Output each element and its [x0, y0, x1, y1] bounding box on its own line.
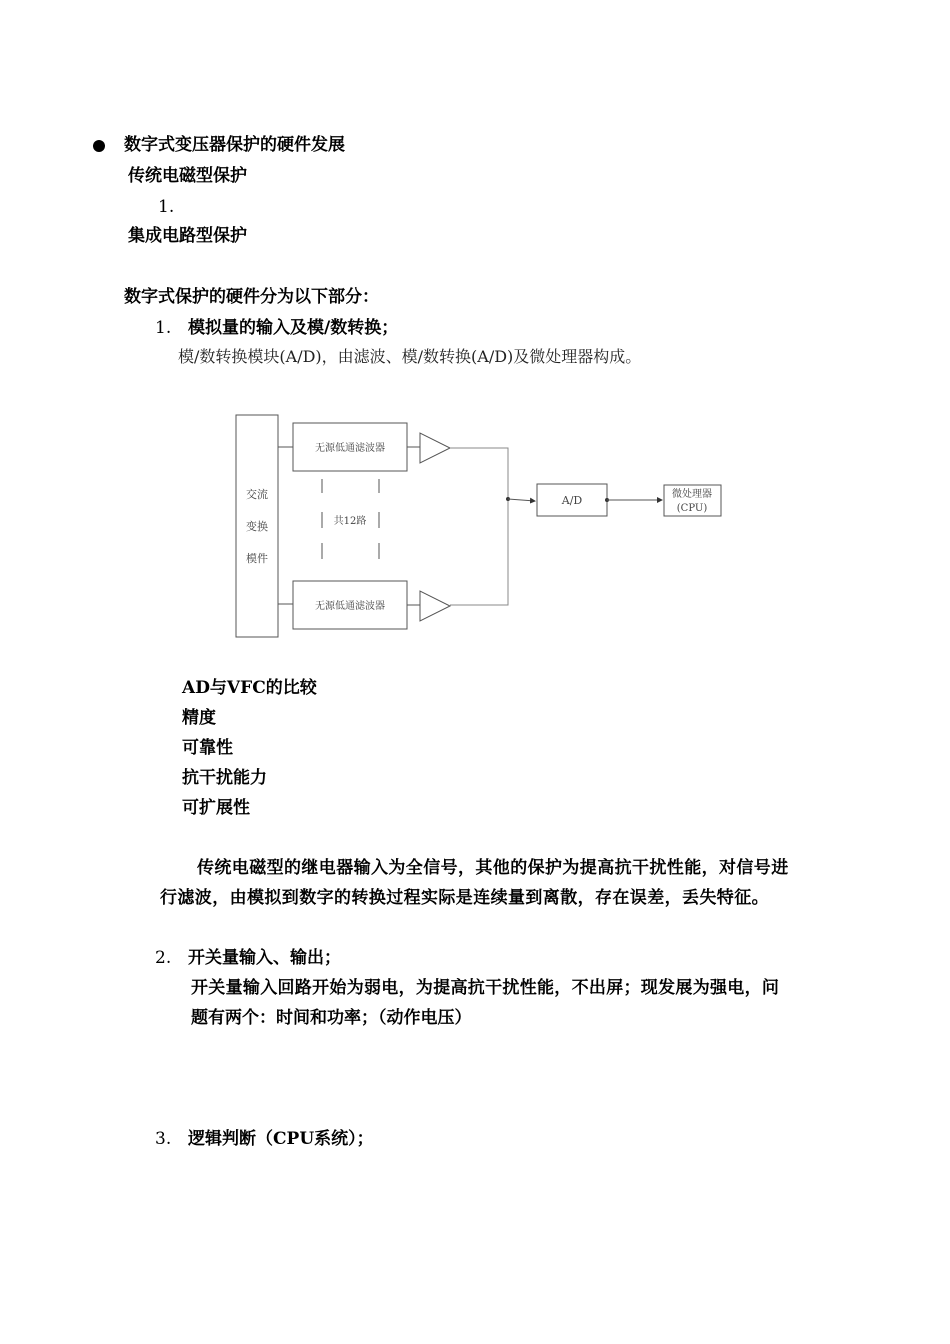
comparison-item-scalability: 可扩展性 — [182, 798, 250, 818]
part2-title: 开关量输入、输出； — [188, 948, 341, 968]
bullet-icon — [93, 140, 105, 152]
part1-description: 模/数转换模块(A/D)，由滤波、模/数转换(A/D)及微处理器构成。 — [178, 347, 642, 366]
comparison-item-anti-interference: 抗干扰能力 — [182, 768, 267, 788]
part3-number: 3. — [155, 1129, 172, 1149]
part1-title: 模拟量的输入及模/数转换； — [188, 318, 399, 338]
comparison-title: AD与VFC的比较 — [182, 678, 317, 698]
ad-conversion-diagram — [230, 405, 740, 645]
ad-label: A/D — [561, 494, 583, 507]
part2-line-1: 开关量输入回路开始为弱电，为提高抗干扰性能，不出屏；现发展为强电，问 — [191, 978, 780, 998]
item-integrated: 集成电路型保护 — [128, 226, 247, 246]
ac-module-label-3: 模件 — [246, 552, 268, 565]
item-number: 1. — [158, 197, 175, 217]
amplifier-bottom-icon — [420, 591, 450, 621]
ac-module-label-2: 变换 — [246, 520, 268, 533]
item-traditional: 传统电磁型保护 — [128, 166, 247, 186]
part2-line-2: 题有两个：时间和功率；（动作电压） — [191, 1008, 472, 1028]
part1-number: 1. — [155, 318, 172, 338]
part2-number: 2. — [155, 948, 172, 968]
part3-title: 逻辑判断（CPU系统）； — [188, 1129, 374, 1149]
cpu-label-1: 微处理器 — [672, 489, 712, 500]
hardware-intro: 数字式保护的硬件分为以下部分： — [124, 287, 379, 307]
comparison-item-accuracy: 精度 — [182, 708, 216, 728]
paragraph-line-2: 行滤波，由模拟到数字的转换过程实际是连续量到离散，存在误差，丢失特征。 — [160, 888, 769, 908]
channel-count-label: 共12路 — [333, 516, 367, 527]
cpu-label-2: (CPU) — [676, 503, 708, 514]
ac-module-label-1: 交流 — [246, 488, 268, 501]
amplifier-top-icon — [420, 433, 450, 463]
filter-top-label: 无源低通滤波器 — [315, 443, 385, 454]
paragraph-line-1: 传统电磁型的继电器输入为全信号，其他的保护为提高抗干扰性能，对信号进 — [197, 858, 789, 878]
comparison-item-reliability: 可靠性 — [182, 738, 233, 758]
section-heading: 数字式变压器保护的硬件发展 — [124, 135, 345, 155]
filter-bottom-label: 无源低通滤波器 — [315, 601, 385, 612]
